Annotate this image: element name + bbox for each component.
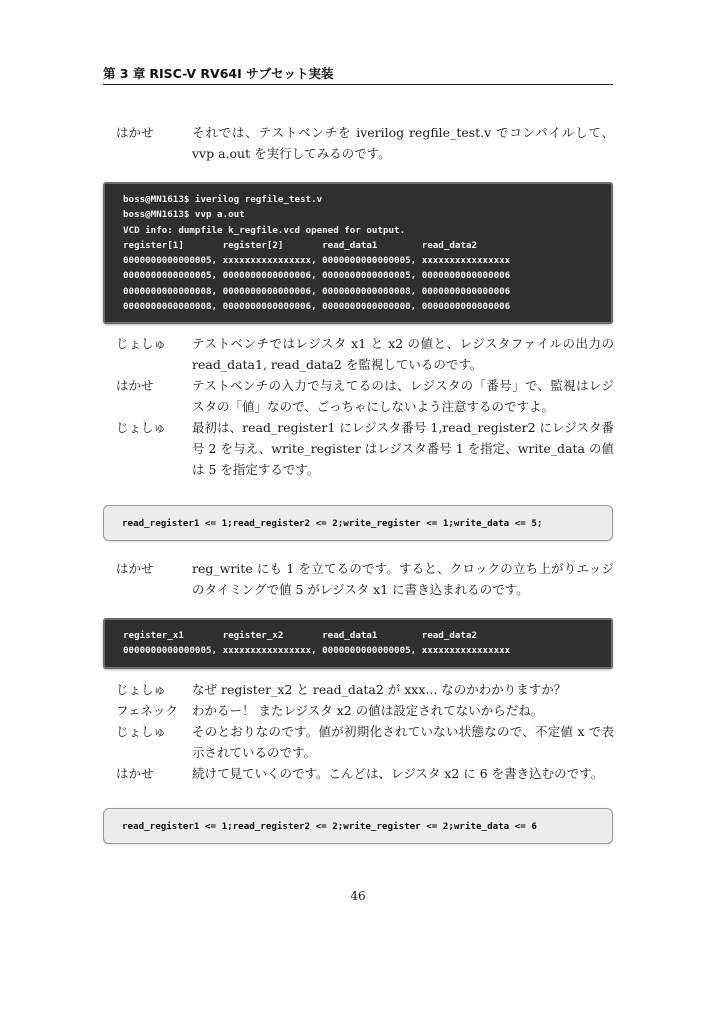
- speaker-name: じょしゅ: [116, 682, 167, 697]
- terminal-output-1: [103, 182, 613, 324]
- chapter-number: 第 3 章: [103, 66, 146, 81]
- dialog-line: [116, 375, 614, 417]
- dialog-line: [116, 333, 614, 375]
- terminal-line: 0000000000000005, xxxxxxxxxxxxxxxx, 0000000000000005, xxxxxxxxxxxxxxxx: [123, 255, 511, 267]
- speaker-name: フェネック: [116, 703, 178, 718]
- dialog-text: なぜ register_x2 と read_data2 が xxx... なのかわかりますか？: [192, 682, 567, 697]
- terminal-line: 0000000000000008, 0000000000000006, 0000000000000008, 0000000000000006: [123, 285, 511, 297]
- dialog-text: テストベンチの入力で与えてるのは、レジスタの「番号」で、監視はレジスタの「値」なので、ごっちゃにしないよう注意するのですよ。: [192, 378, 614, 414]
- dialog-line: [116, 558, 614, 600]
- terminal-line: 0000000000000005, xxxxxxxxxxxxxxxx, 0000000000000005, xxxxxxxxxxxxxxxx: [123, 645, 511, 657]
- code-box-1: [103, 505, 613, 541]
- dialog-text: reg_write にも 1 を立てるのです。すると、クロックの立ち上がりエッジのタイミングで値 5 がレジスタ x1 に書き込まれるのです。: [192, 561, 614, 597]
- dialog-line: [116, 700, 614, 721]
- dialog-block-3: [116, 558, 614, 600]
- code-box-2: [103, 808, 613, 844]
- dialog-text: 最初は、read_register1 にレジスタ番号 1,read_register2 にレジスタ番号 2 を与え、write_register はレジスタ番号 1 を指定、write_data の値は 5 を指定するです。: [192, 420, 614, 477]
- terminal-line: VCD info: dumpfile k_regfile.vcd opened for output.: [123, 224, 406, 236]
- chapter-title: RISC-V RV64I サブセット実装: [149, 66, 334, 81]
- code-line: read_register1 <= 1;read_register2 <= 2;write_register <= 1;write_data <= 5;: [122, 517, 543, 529]
- dialog-line: [116, 122, 614, 164]
- dialog-text: それでは、テストベンチを iverilog regfile_test.v でコンパイルして、vvp a.out を実行してみるのです。: [192, 125, 614, 161]
- code-line: read_register1 <= 1;read_register2 <= 2;write_register <= 2;write_data <= 6: [122, 820, 537, 832]
- running-header: [103, 64, 613, 85]
- terminal-line: 0000000000000005, 0000000000000006, 0000000000000005, 0000000000000006: [123, 270, 511, 282]
- dialog-line: [116, 721, 614, 763]
- dialog-text: そのとおりなのです。値が初期化されていない状態なので、不定値 x で表示されているのです。: [192, 724, 614, 760]
- speaker-name: はかせ: [116, 125, 154, 140]
- terminal-line: boss@MN1613$ iverilog regfile_test.v: [123, 194, 323, 205]
- dialog-line: [116, 763, 614, 784]
- speaker-name: はかせ: [116, 561, 154, 576]
- terminal-line: register_x1 register_x2 read_data1 read_data2: [123, 630, 478, 641]
- speaker-name: はかせ: [116, 378, 154, 393]
- terminal-line: boss@MN1613$ vvp a.out: [123, 209, 245, 221]
- speaker-name: じょしゅ: [116, 336, 167, 351]
- speaker-name: はかせ: [116, 766, 154, 781]
- speaker-name: じょしゅ: [116, 420, 167, 435]
- speaker-name: じょしゅ: [116, 724, 167, 739]
- dialog-line: [116, 679, 614, 700]
- dialog-block-4: [116, 679, 614, 784]
- dialog-line: [116, 417, 614, 480]
- terminal-line: register[1] register[2] read_data1 read_data2: [123, 239, 478, 251]
- page-number: 46: [350, 889, 366, 903]
- dialog-text: わかるー！ またレジスタ x2 の値は設定されてないからだね。: [192, 703, 544, 718]
- dialog-block-2: [116, 333, 614, 480]
- dialog-block-1: [116, 122, 614, 164]
- dialog-text: テストベンチではレジスタ x1 と x2 の値と、レジスタファイルの出力の read_data1, read_data2 を監視しているのです。: [192, 336, 614, 372]
- terminal-line: 0000000000000008, 0000000000000006, 0000000000000000, 0000000000000006: [123, 301, 511, 313]
- terminal-output-2: [103, 618, 613, 669]
- dialog-text: 続けて見ていくのです。こんどは、レジスタ x2 に 6 を書き込むのです。: [192, 766, 604, 781]
